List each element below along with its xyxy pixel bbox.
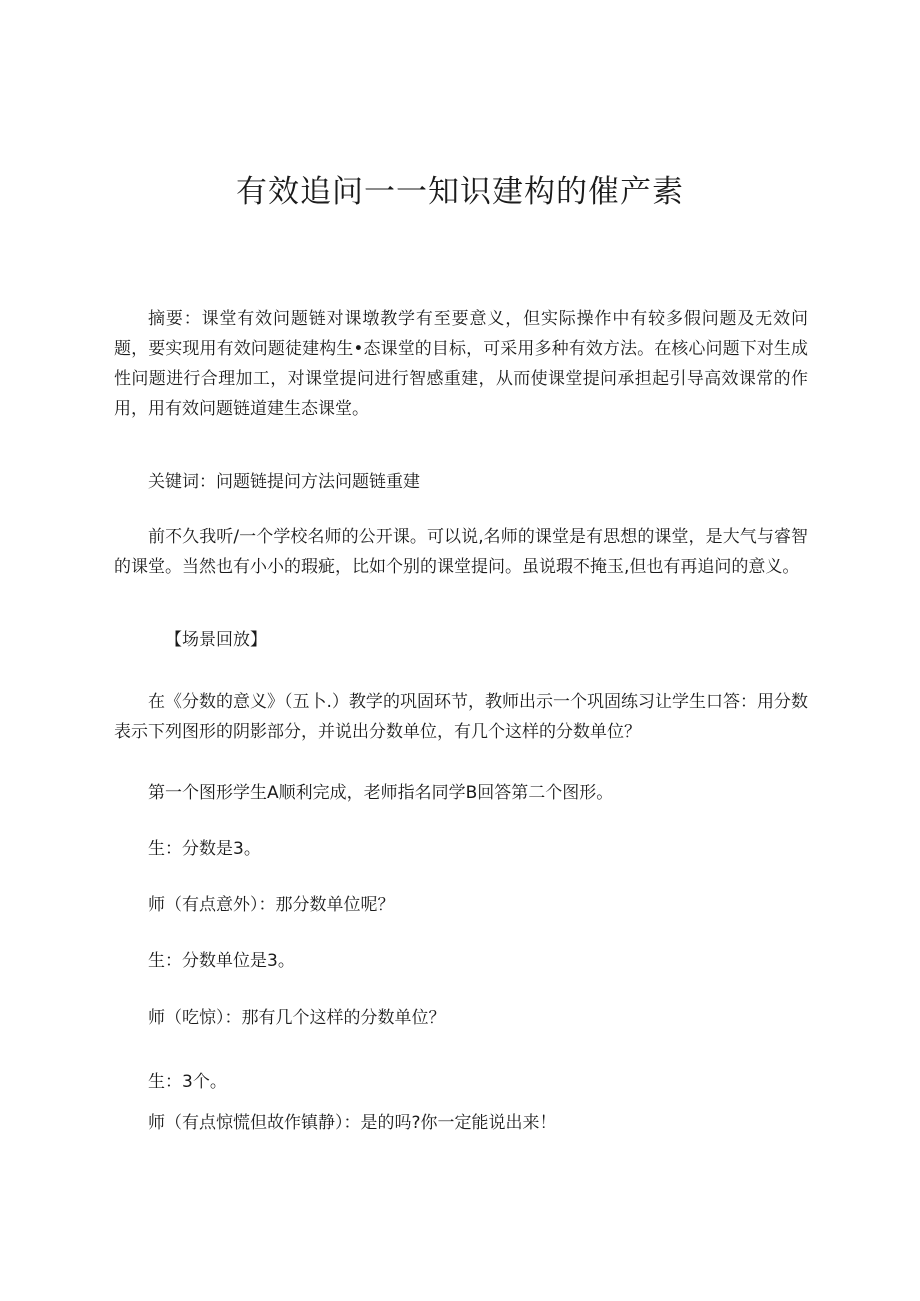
- dialogue-line: 师（吃惊）：那有几个这样的分数单位？: [148, 1008, 446, 1028]
- dialogue-line: 生：分数单位是3。: [148, 951, 295, 971]
- dialogue-line: 师（有点意外）：那分数单位呢？: [148, 895, 395, 915]
- scene-paragraph: 在《分数的意义》（五卜.）教学的巩固环节，教师出示一个巩固练习让学生口答：用分数表示下列图形的阴影部分，并说出分数单位，有几个这样的分数单位？: [114, 692, 808, 742]
- section-heading: 【场景回放】: [165, 630, 267, 650]
- dialogue-line: 生：3个。: [148, 1072, 227, 1092]
- intro-paragraph: 前不久我听/一个学校名师的公开课。可以说,名师的课堂是有思想的课堂，是大气与睿智的课堂。当然也有小小的瑕疵，比如个别的课堂提问。虽说瑕不掩玉,但也有再追问的意义。: [114, 527, 808, 577]
- dialogue-line: 第一个图形学生A顺利完成，老师指名同学B回答第二个图形。: [148, 783, 614, 803]
- keywords-line: 关键词：问题链提问方法问题链重建: [148, 472, 420, 492]
- document-title: 有效追问一一知识建构的催产素: [236, 174, 684, 210]
- dialogue-line: 师（有点惊慌但故作镇静）：是的吗?你一定能说出来！: [148, 1113, 557, 1133]
- dialogue-line: 生：分数是3。: [148, 839, 261, 859]
- abstract-paragraph: 摘要：课堂有效问题链对课墩教学有至要意义，但实际操作中有较多假问题及无效问题，要实现用有效问题徒建构生•态课堂的目标，可采用多种有效方法。在核心问题下对生成性问题进行合理加工，对课堂提问进行智感重建，从而使课堂提问承担起引导高效课常的作用，用有效问题链道建生态课堂。: [114, 309, 808, 419]
